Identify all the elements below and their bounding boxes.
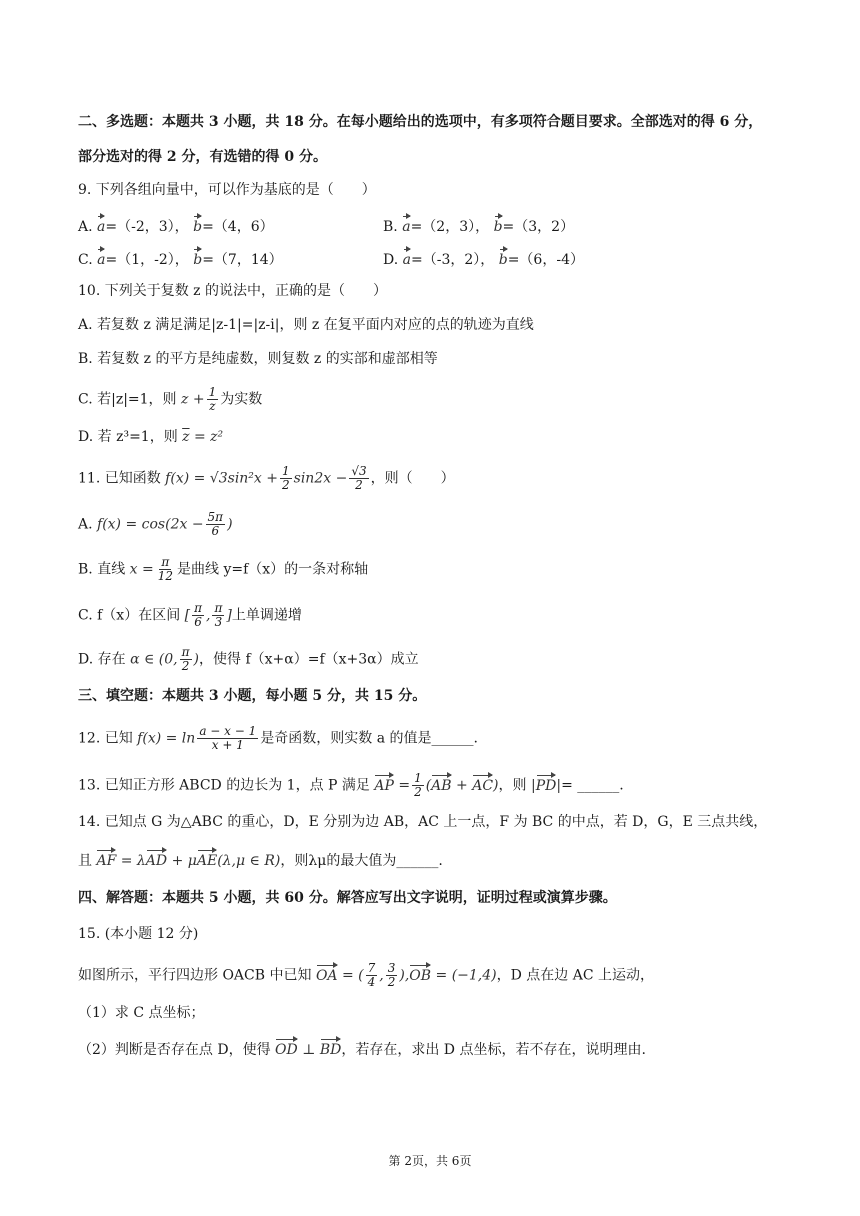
q14-line1: 14. 已知点 G 为△ABC 的重心，D，E 分别为边 AB，AC 上一点，F 为 BC 的中点，若 D，G，E 三点共线， [78, 814, 768, 830]
q11-option-d: D. 存在 α ∈ (0, $\frac{\pi}{2}$ )，使得 f（x+α）=f（x+3α）成立 [78, 645, 419, 673]
q13: 13. 已知正方形 ABCD 的边长为 1，点 P 满足 AP = $\frac{1}{2}$ (AB + AC)，则 |PD|= ______. [78, 771, 624, 799]
q9-stem: 9. 下列各组向量中，可以作为基底的是（ ） [78, 182, 376, 198]
q15-part2: （2）判断是否存在点 D，使得 OD ⊥ BD，若存在，求出 D 点坐标，若不存在，说明理由. [78, 1037, 800, 1060]
q10-d-pre: D. 若 z³=1，则 [78, 429, 178, 445]
q15-line1-post: ，D 点在边 AC 上运动， [496, 967, 655, 984]
q9-d-label: D. [383, 252, 399, 268]
q15-part1: （1）求 C 点坐标； [78, 1005, 205, 1021]
q10-option-c: C. 若|z|=1，则 z + $\frac{1}{z}$ 为实数 [78, 385, 263, 413]
q11-stem-pre: 11. 已知函数 [78, 470, 161, 487]
q15-part2-pre: （2）判断是否存在点 D，使得 [78, 1042, 271, 1058]
q11-d-pre: D. 存在 [78, 651, 126, 668]
q11-b-post: 是曲线 y=f（x）的一条对称轴 [177, 561, 369, 578]
q10-c-post: 为实数 [220, 391, 263, 408]
q9-option-a: A. a=（-2，3）， b=（4，6） [78, 214, 800, 237]
q9-c-vec-a: =（1，-2）， [105, 252, 189, 268]
q11-c-pre: C. f（x）在区间 [78, 607, 181, 624]
q9-option-b: B. a=（2，3）， b=（3，2） [383, 214, 574, 237]
q9-b-vec-b: =（3，2） [502, 219, 575, 235]
q13-tail: = ______. [561, 777, 624, 794]
q14-line2: 且 AF = λAD + μAE(λ,μ ∈ R)，则λμ的最大值为______. [78, 848, 800, 871]
q9-c-vec-b: =（7，14） [202, 252, 283, 268]
q9-option-d: D. a=（-3，2）， b=（6，-4） [383, 247, 584, 270]
q12-post: 是奇函数，则实数 a 的值是______. [260, 730, 478, 747]
q9-a-vec-a: =（-2，3）， [105, 219, 189, 235]
q10-c-pre: C. 若|z|=1，则 [78, 391, 177, 408]
q12: 12. 已知 f(x) = ln $\frac{a - x - 1}{x + 1}$ 是奇函数，则实数 a 的值是______. [78, 724, 478, 752]
q13-pre: 13. 已知正方形 ABCD 的边长为 1，点 P 满足 [78, 777, 370, 794]
q11-option-c: C. f（x）在区间 [ $\frac{\pi}{6}$ , $\frac{\pi}{3}$ ]上单调递增 [78, 601, 302, 629]
q13-post: ，则 [498, 777, 527, 794]
q11-b-pre: B. 直线 [78, 561, 126, 578]
q15-line1: 如图所示，平行四边形 OACB 中已知 OA = ( $\frac{7}{4}$ , $\frac{3}{2}$ ),OB = (−1,4)，D 点在边 AC 上运动， [78, 961, 655, 989]
section2-header-line1: 二、多选题：本题共 3 小题，共 18 分。在每小题给出的选项中，有多项符合题目要求。全部选对的得 6 分， [78, 114, 763, 130]
q9-b-vec-a: =（2，3）， [410, 219, 490, 235]
q9-a-vec-b: =（4，6） [202, 219, 274, 235]
q11-a-label: A. [78, 516, 93, 533]
q9-d-vec-b: =（6，-4） [507, 252, 584, 268]
section4-header: 四、解答题：本题共 5 小题，共 60 分。解答应写出文字说明，证明过程或演算步骤。 [78, 890, 617, 906]
q11-d-post: ，使得 f（x+α）=f（x+3α）成立 [199, 651, 419, 668]
section2-header-line2: 部分选对的得 2 分，有选错的得 0 分。 [78, 149, 327, 165]
q11-stem: 11. 已知函数 f(x) = √3sin²x + $\frac{1}{2}$ sin2x − $\frac{√3}{2}$ ，则（ ） [78, 464, 455, 492]
q11-option-a: A. f(x) = cos(2x − $\frac{5\pi}{6}$ ) [78, 510, 233, 538]
q10-option-b: B. 若复数 z 的平方是纯虚数，则复数 z 的实部和虚部相等 [78, 351, 438, 367]
q10-option-a: A. 若复数 z 满足满足|z-1|=|z-i|，则 z 在复平面内对应的点的轨迹为直线 [78, 317, 534, 333]
q14-line2-post: ，则λμ的最大值为______. [280, 853, 443, 869]
q10-stem: 10. 下列关于复数 z 的说法中，正确的是（ ） [78, 283, 387, 299]
q12-pre: 12. 已知 [78, 730, 133, 747]
q11-option-b: B. 直线 x = $\frac{\pi}{12}$ 是曲线 y=f（x）的一条对称轴 [78, 555, 369, 583]
q11-stem-post: ，则（ ） [370, 470, 455, 487]
section3-header: 三、填空题：本题共 3 小题，每小题 5 分，共 15 分。 [78, 688, 427, 704]
q9-a-label: A. [78, 219, 93, 235]
q9-b-label: B. [383, 219, 398, 235]
q15-line1-pre: 如图所示，平行四边形 OACB 中已知 [78, 967, 312, 984]
page-footer: 第 2页，共 6页 [388, 1154, 472, 1168]
q11-c-post: 上单调递增 [231, 607, 302, 624]
q9-d-vec-a: =（-3，2）， [411, 252, 495, 268]
q10-option-d: D. 若 z³=1，则 $\overline{z} = z^2$ [78, 429, 224, 445]
q14-line2-pre: 且 [78, 853, 92, 869]
q9-c-label: C. [78, 252, 93, 268]
q15-part2-post: ，若存在，求出 D 点坐标，若不存在，说明理由. [341, 1042, 646, 1058]
q15-title: 15. (本小题 12 分) [78, 926, 199, 942]
q9-option-c: C. a=（1，-2）， b=（7，14） [78, 247, 800, 270]
